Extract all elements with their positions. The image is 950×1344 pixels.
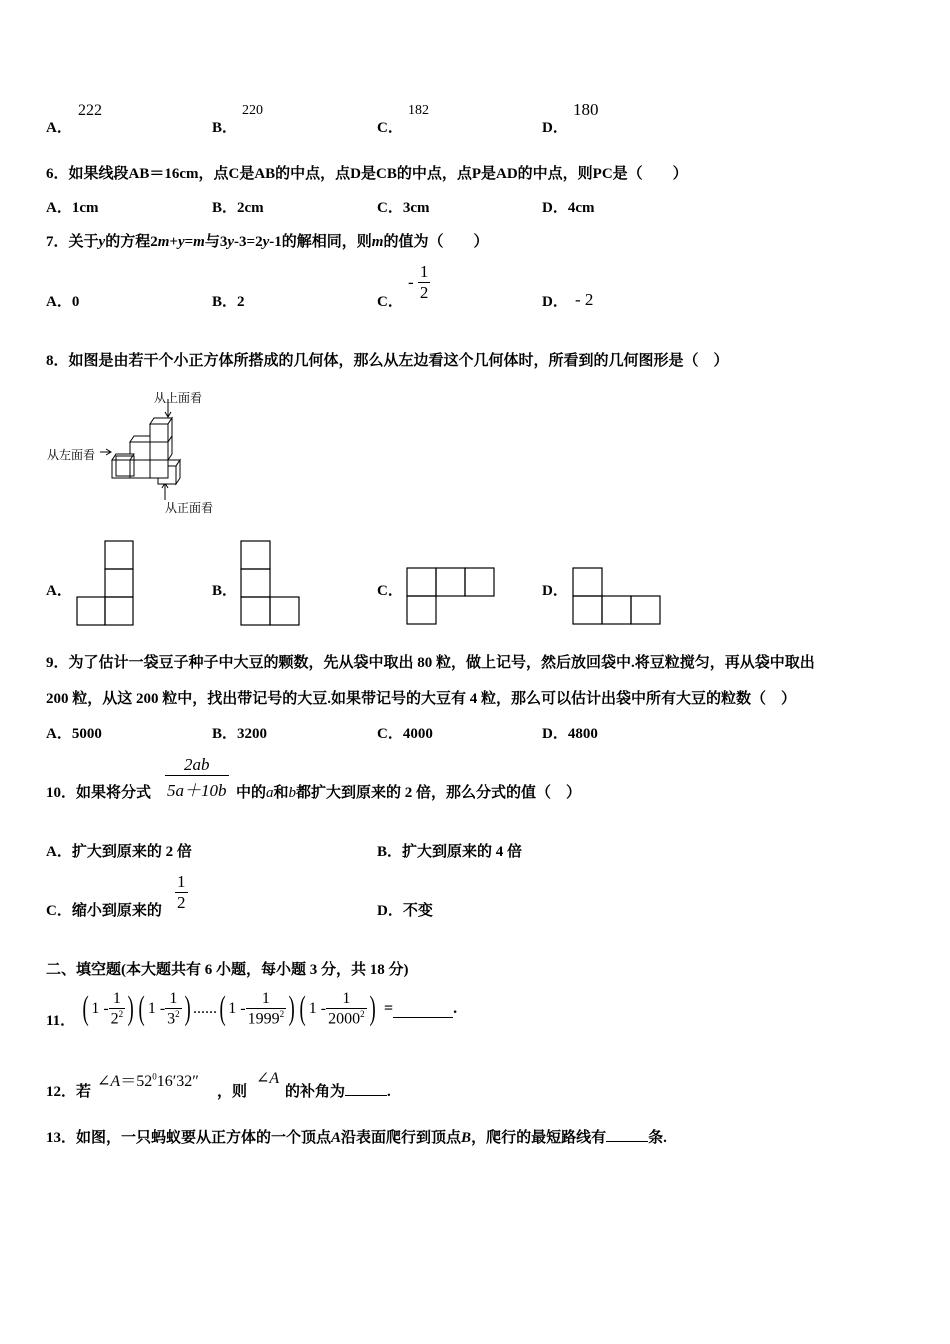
q6-option-b: B．2cm bbox=[212, 200, 264, 216]
q7-option-c: C． bbox=[377, 294, 403, 310]
q5-option-a-value: 222 bbox=[78, 102, 102, 119]
q8-cube-figure bbox=[40, 386, 240, 506]
q9-option-b: B．3200 bbox=[212, 726, 268, 742]
q10-stem-rest: 中的a和b都扩大到原来的 2 倍，那么分式的值（ ） bbox=[236, 785, 582, 801]
q11-expression: ( 1 - $\frac{1}{2^2}$ ) ( 1 - $\frac{1}{3^2}$ ) ...... ( 1 - $\frac{1}{1999^2}$ ) ( 1 - $\frac{1}{2000^2}$ ) = . bbox=[82, 989, 458, 1028]
q11-number: 11． bbox=[46, 1013, 76, 1029]
q12-angle-expression: $\angle A=52^016'32''$ bbox=[97, 1071, 199, 1090]
q10-option-b: B．扩大到原来的 4 倍 bbox=[377, 844, 523, 860]
q8-label-left: 从左面看 bbox=[47, 448, 96, 462]
q9-option-a: A．5000 bbox=[46, 726, 102, 742]
q12-suffix: 的补角为 . bbox=[285, 1080, 391, 1101]
q10-option-c-fraction: $\frac{1}{2}$ bbox=[177, 872, 186, 912]
q12-mid: ，则 bbox=[217, 1084, 248, 1100]
q9-option-c: C．4000 bbox=[377, 726, 433, 742]
q10-stem-prefix: 10．如果将分式 bbox=[46, 785, 152, 801]
q5-option-b-value: 220 bbox=[242, 103, 263, 118]
q5-option-d: D． 180 bbox=[542, 100, 599, 136]
q10-fraction: $\frac{2ab}{5a+10b}$ bbox=[167, 755, 227, 800]
q13-stem: 13．如图，一只蚂蚁要从正方体的一个顶点A沿表面爬行到顶点B，爬行的最短路线有 条. bbox=[46, 1126, 667, 1147]
q6-option-a: A．1cm bbox=[46, 200, 99, 216]
q11-answer-blank[interactable] bbox=[393, 1001, 453, 1018]
q12-answer-blank[interactable] bbox=[345, 1081, 387, 1096]
q12-angle2: ∠A bbox=[256, 1070, 280, 1087]
q7-option-a: A．0 bbox=[46, 294, 80, 310]
q5-option-b: B． 220 bbox=[212, 103, 263, 136]
q10-option-a: A．扩大到原来的 2 倍 bbox=[46, 844, 192, 860]
q8-stem: 8．如图是由若干个小正方体所搭成的几何体，那么从左边看这个几何体时，所看到的几何图形是（ ） bbox=[46, 353, 729, 369]
q7-option-d-value: - 2 bbox=[575, 290, 594, 309]
section-2-heading: 二、填空题(本大题共有 6 小题，每小题 3 分，共 18 分) bbox=[46, 962, 409, 978]
q10-option-c: C．缩小到原来的 bbox=[46, 903, 162, 919]
q5-option-c: C． 182 bbox=[377, 103, 429, 136]
q7-option-b: B．2 bbox=[212, 294, 245, 310]
q10-option-d: D．不变 bbox=[377, 903, 433, 919]
q9-stem-line2: 200 粒，从这 200 粒中，找出带记号的大豆.如果带记号的大豆有 4 粒，那么可以估计出袋中所有大豆的粒数（ ） bbox=[46, 691, 797, 707]
q6-stem: 6．如果线段AB＝16cm，点C是AB的中点，点D是CB的中点，点P是AD的中点，则PC是（ ） bbox=[46, 166, 688, 182]
q8-label-top: 从上面看 bbox=[154, 391, 203, 405]
q9-option-d: D．4800 bbox=[542, 726, 598, 742]
q8-option-d-view bbox=[572, 567, 664, 627]
q8-option-d: D． bbox=[542, 583, 568, 599]
q8-option-a: A． bbox=[46, 583, 72, 599]
q8-option-b: B． bbox=[212, 583, 238, 599]
q7-stem: 7．关于y的方程2m+y=m与3y-3=2y-1的解相同，则m的值为（ ） bbox=[46, 234, 489, 250]
q5-option-d-value: 180 bbox=[573, 100, 599, 119]
q7-option-c-fraction: - $\frac{1}{2}$ bbox=[408, 262, 429, 302]
q8-label-front: 从正面看 bbox=[165, 501, 214, 515]
q12-prefix: 12．若 bbox=[46, 1084, 92, 1100]
q9-stem-line1: 9．为了估计一袋豆子种子中大豆的颗数，先从袋中取出 80 粒，做上记号，然后放回袋中.将豆粒搅匀，再从袋中取出 bbox=[46, 655, 815, 671]
q13-answer-blank[interactable] bbox=[606, 1127, 648, 1142]
q8-option-a-view bbox=[76, 540, 136, 628]
q8-option-b-view bbox=[240, 540, 302, 628]
q6-option-d: D．4cm bbox=[542, 200, 595, 216]
q5-option-a: A． 222 bbox=[46, 102, 102, 136]
q8-option-c-view bbox=[406, 567, 498, 627]
q8-option-c: C． bbox=[377, 583, 403, 599]
q7-option-d: D． bbox=[542, 294, 568, 310]
q6-option-c: C．3cm bbox=[377, 200, 430, 216]
q5-option-c-value: 182 bbox=[408, 103, 429, 118]
